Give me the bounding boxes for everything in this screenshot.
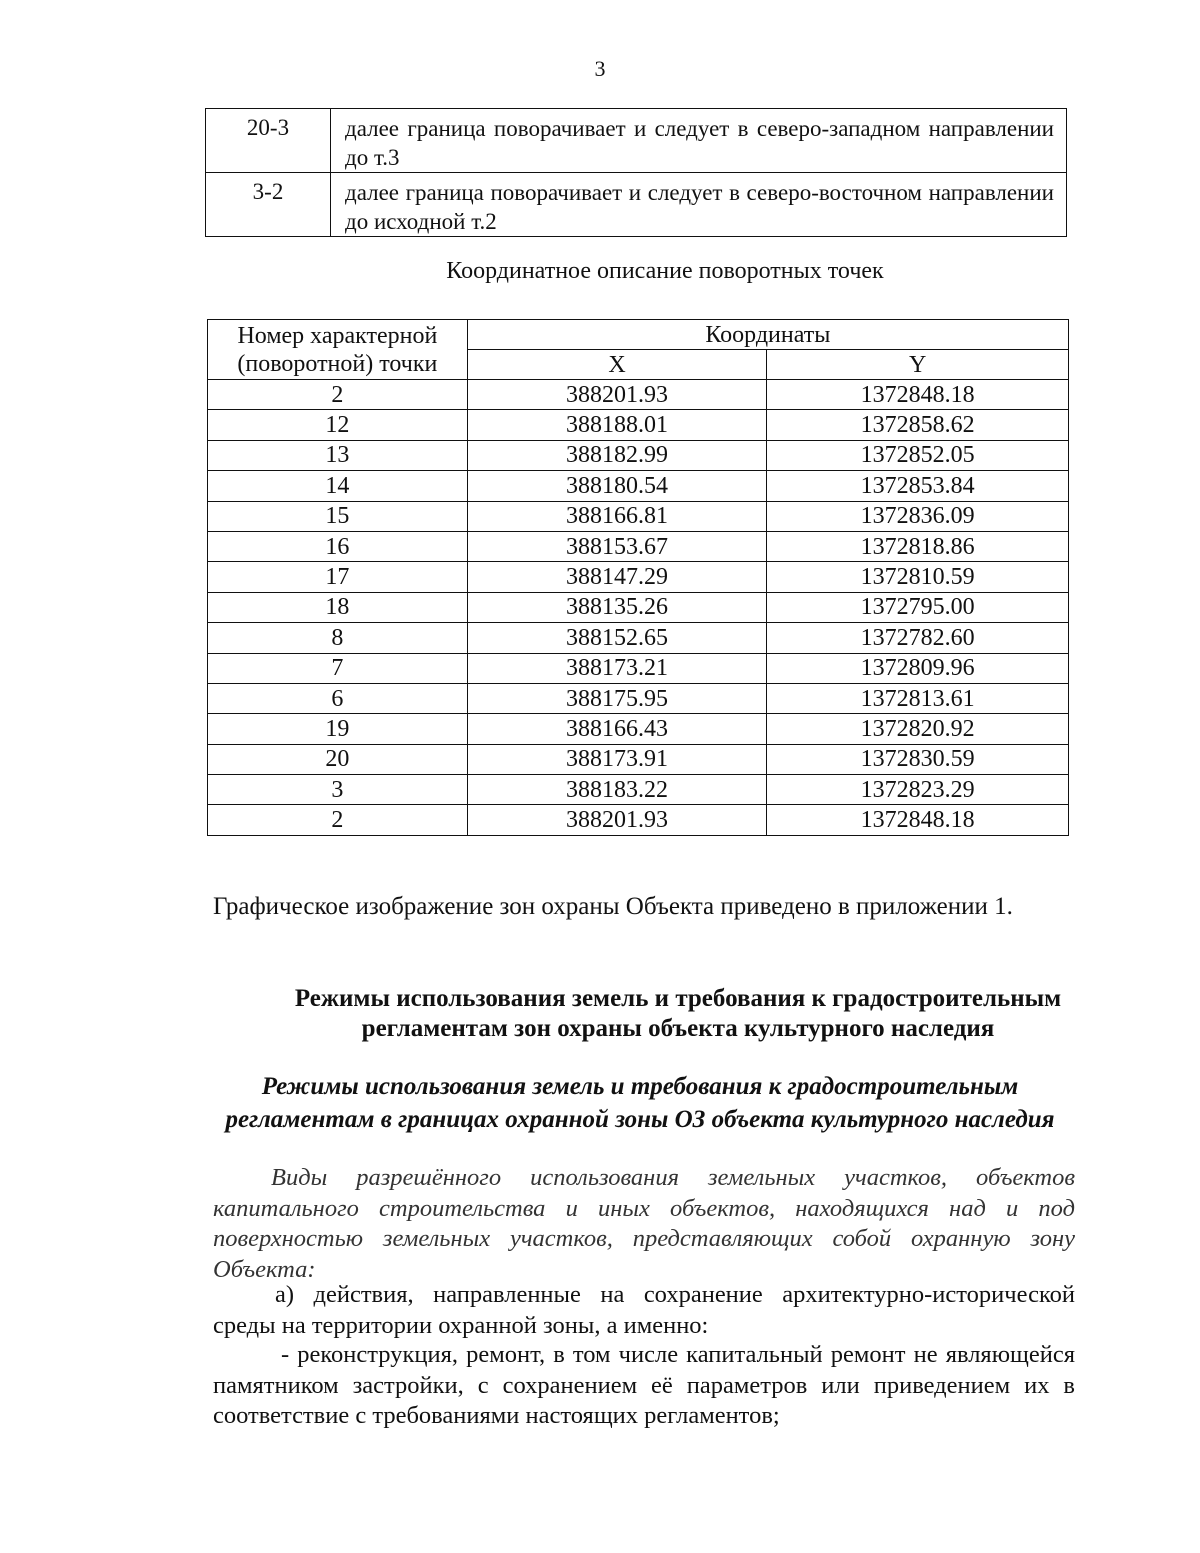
section-heading-line: регламентам зон охраны объекта культурного наследия (361, 1015, 995, 1042)
section-heading-line: Режимы использования земель и требования к градостроительным (294, 985, 1062, 1012)
table-row (208, 805, 1069, 835)
x-coordinate-cell: 388166.81 (467, 501, 767, 531)
point-number-cell: 15 (208, 501, 468, 531)
x-coordinate-cell: 388201.93 (467, 805, 767, 835)
y-coordinate-cell: 1372848.18 (767, 380, 1069, 410)
x-coordinate-cell: 388188.01 (467, 410, 767, 440)
coordinates-table-body (208, 380, 1069, 836)
point-number-cell: 18 (208, 592, 468, 622)
y-coordinate-cell: 1372813.61 (767, 683, 1069, 713)
table-row (208, 410, 1069, 440)
table-row (206, 173, 1067, 237)
x-coordinate-cell: 388180.54 (467, 471, 767, 501)
y-coordinate-cell: 1372830.59 (767, 744, 1069, 774)
table-row (208, 744, 1069, 774)
x-coordinate-cell: 388153.67 (467, 531, 767, 561)
coordinates-header: Координаты (467, 320, 1068, 350)
y-coordinate-cell: 1372836.09 (767, 501, 1069, 531)
point-number-cell: 2 (208, 805, 468, 835)
x-coordinate-cell: 388147.29 (467, 562, 767, 592)
x-header: X (467, 350, 767, 380)
table-row (208, 653, 1069, 683)
point-number-cell: 17 (208, 562, 468, 592)
point-number-cell: 13 (208, 440, 468, 470)
point-number-cell: 14 (208, 471, 468, 501)
y-coordinate-cell: 1372782.60 (767, 623, 1069, 653)
section-heading (210, 984, 1146, 1044)
x-coordinate-cell: 388152.65 (467, 623, 767, 653)
table-row (208, 775, 1069, 805)
y-coordinate-cell: 1372848.18 (767, 805, 1069, 835)
table-row (208, 531, 1069, 561)
x-coordinate-cell: 388135.26 (467, 592, 767, 622)
table-row (208, 623, 1069, 653)
direction-description-cell: далее граница поворачивает и следует в северо-западном направлении до т.3 (331, 109, 1067, 173)
point-number-cell: 7 (208, 653, 468, 683)
segment-cell: 3-2 (206, 173, 331, 237)
point-number-cell: 20 (208, 744, 468, 774)
x-coordinate-cell: 388201.93 (467, 380, 767, 410)
point-number-cell: 19 (208, 714, 468, 744)
point-number-cell: 3 (208, 775, 468, 805)
table-header-row (208, 320, 1069, 350)
subsection-heading (210, 1070, 1070, 1136)
y-coordinate-cell: 1372852.05 (767, 440, 1069, 470)
table-row (208, 714, 1069, 744)
x-coordinate-cell: 388183.22 (467, 775, 767, 805)
direction-description-cell: далее граница поворачивает и следует в северо-восточном направлении до исходной т.2 (331, 173, 1067, 237)
coord-table-caption: Координатное описание поворотных точек (446, 258, 884, 284)
point-number-cell: 16 (208, 531, 468, 561)
x-coordinate-cell: 388175.95 (467, 683, 767, 713)
table-row (208, 592, 1069, 622)
subsection-heading-line: регламентам в границах охранной зоны ОЗ объекта культурного наследия (225, 1106, 1055, 1133)
table-row (208, 380, 1069, 410)
reconstruction-paragraph: - реконструкция, ремонт, в том числе капитальный ремонт не являющейся памятником застройки, с сохранением её параметров или приведением их в соответствие с требованиями настоящих регламентов; (213, 1341, 1075, 1429)
table-row (208, 501, 1069, 531)
table-row (208, 562, 1069, 592)
y-coordinate-cell: 1372810.59 (767, 562, 1069, 592)
table-row (208, 440, 1069, 470)
boundary-direction-table (205, 108, 1067, 237)
point-number-cell: 2 (208, 380, 468, 410)
y-coordinate-cell: 1372820.92 (767, 714, 1069, 744)
x-coordinate-cell: 388173.91 (467, 744, 767, 774)
subsection-heading-line: Режимы использования земель и требования к градостроительным (261, 1073, 1019, 1100)
y-header: Y (767, 350, 1069, 380)
coordinates-table (207, 319, 1069, 836)
item-a-paragraph: а) действия, направленные на сохранение архитектурно-исторической среды на территории охранной зоны, а именно: (213, 1281, 1075, 1339)
y-coordinate-cell: 1372809.96 (767, 653, 1069, 683)
page-number: 3 (594, 56, 606, 81)
segment-cell: 20-3 (206, 109, 331, 173)
y-coordinate-cell: 1372795.00 (767, 592, 1069, 622)
point-number-cell: 12 (208, 410, 468, 440)
permitted-use-paragraph: Виды разрешённого использования земельных участков, объектов капитального строительства и иных объектов, находящихся над и под поверхностью земельных участков, представляющих собой охранную зону Объекта: (213, 1164, 1075, 1283)
y-coordinate-cell: 1372823.29 (767, 775, 1069, 805)
x-coordinate-cell: 388173.21 (467, 653, 767, 683)
table-row (208, 471, 1069, 501)
table-row (206, 109, 1067, 173)
y-coordinate-cell: 1372858.62 (767, 410, 1069, 440)
point-number-cell: 6 (208, 683, 468, 713)
x-coordinate-cell: 388166.43 (467, 714, 767, 744)
graphic-note: Графическое изображение зон охраны Объекта приведено в приложении 1. (213, 893, 1013, 920)
y-coordinate-cell: 1372853.84 (767, 471, 1069, 501)
table-row (208, 683, 1069, 713)
point-number-header: Номер характерной (поворотной) точки (208, 320, 468, 380)
point-number-cell: 8 (208, 623, 468, 653)
x-coordinate-cell: 388182.99 (467, 440, 767, 470)
y-coordinate-cell: 1372818.86 (767, 531, 1069, 561)
